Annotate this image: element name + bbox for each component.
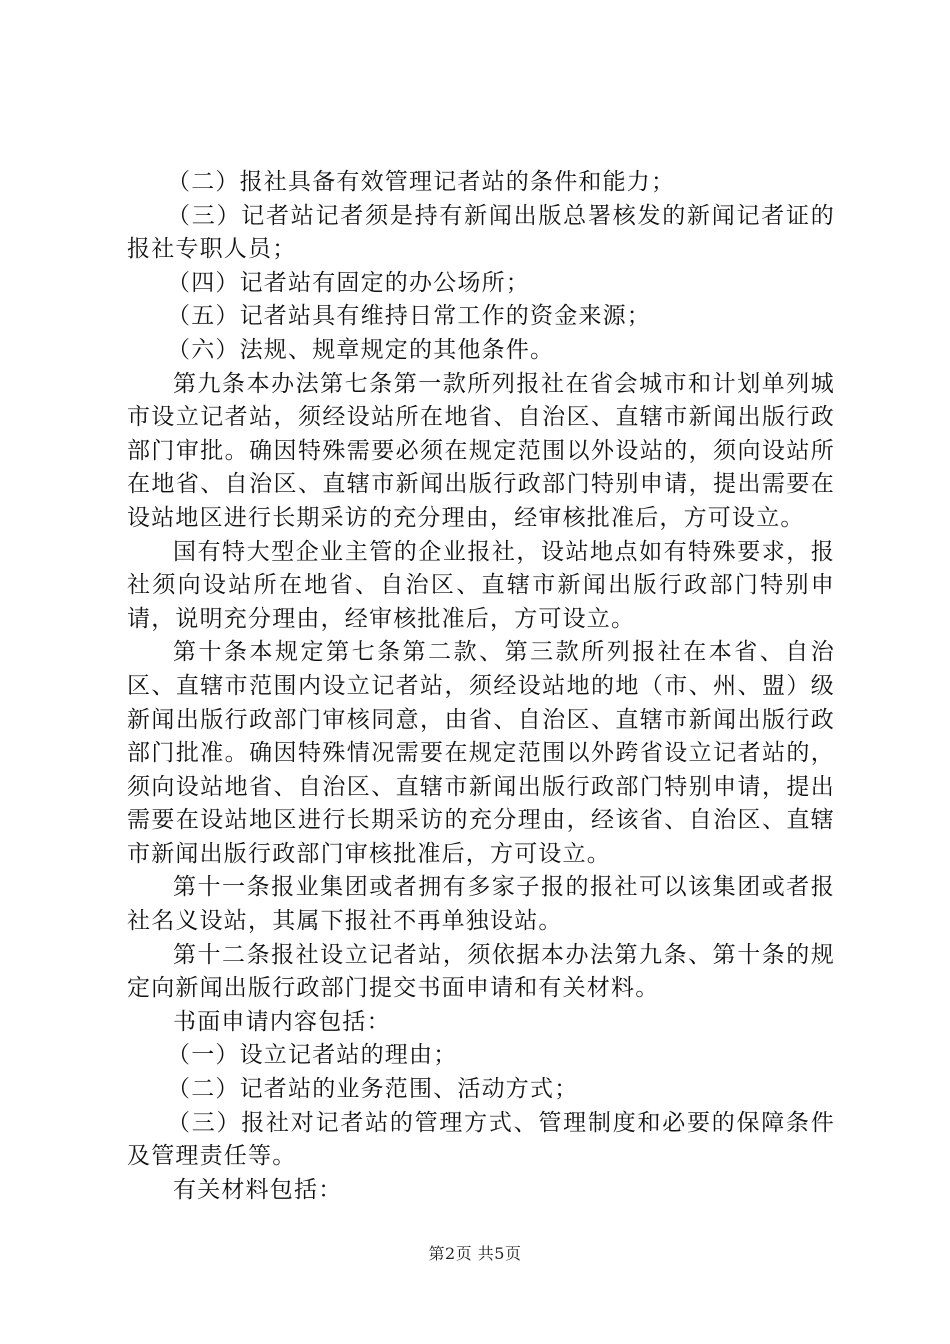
paragraph: （二）记者站的业务范围、活动方式； xyxy=(167,1076,579,1103)
paragraph: 国有特大型企业主管的企业报社，设站地点如有特殊要求，报社须向设站所在地省、自治区、直辖市新闻出版行政部门特别申请，说明充分理由，经审核批准后，方可设立。 xyxy=(127,538,835,632)
paragraph: （六）法规、规章规定的其他条件。 xyxy=(167,336,555,363)
paragraph: （三）报社对记者站的管理方式、管理制度和必要的保障条件及管理责任等。 xyxy=(127,1109,835,1170)
paragraph: 第十一条报业集团或者拥有多家子报的报社可以该集团或者报社名义设站，其属下报社不再单独设站。 xyxy=(127,874,835,935)
paragraph: 书面申请内容包括： xyxy=(173,1008,391,1035)
paragraph: （四）记者站有固定的办公场所； xyxy=(167,269,530,296)
paragraph: （二）报社具备有效管理记者站的条件和能力； xyxy=(167,169,676,195)
paragraph: 有关材料包括： xyxy=(173,1176,343,1203)
page-number-footer: 第2页 共5页 xyxy=(428,1244,522,1263)
paragraph: 第十二条报社设立记者站，须依据本办法第九条、第十条的规定向新闻出版行政部门提交书面申请和有关材料。 xyxy=(127,941,835,1002)
paragraph: （五）记者站具有维持日常工作的资金来源； xyxy=(167,303,651,330)
document-body xyxy=(127,166,835,1207)
paragraph: 第九条本办法第七条第一款所列报社在省会城市和计划单列城市设立记者站，须经设站所在地省、自治区、直辖市新闻出版行政部门审批。确因特殊需要必须在规定范围以外设站的，须向设站所在地省、自治区、直辖市新闻出版行政部门特别申请，提出需要在设站地区进行长期采访的充分理由，经审核批准后，方可设立。 xyxy=(127,370,835,531)
paragraph: （一）设立记者站的理由； xyxy=(167,1042,458,1069)
paragraph: 第十条本规定第七条第二款、第三款所列报社在本省、自治区、直辖市范围内设立记者站，须经设站地的地（市、州、盟）级新闻出版行政部门审核同意，由省、自治区、直辖市新闻出版行政部门批准。确因特殊情况需要在规定范围以外跨省设立记者站的，须向设站地省、自治区、直辖市新闻出版行政部门特别申请，提出需要在设站地区进行长期采访的充分理由，经该省、自治区、直辖市新闻出版行政部门审核批准后，方可设立。 xyxy=(127,639,835,867)
paragraph: （三）记者站记者须是持有新闻出版总署核发的新闻记者证的报社专职人员； xyxy=(127,202,835,263)
